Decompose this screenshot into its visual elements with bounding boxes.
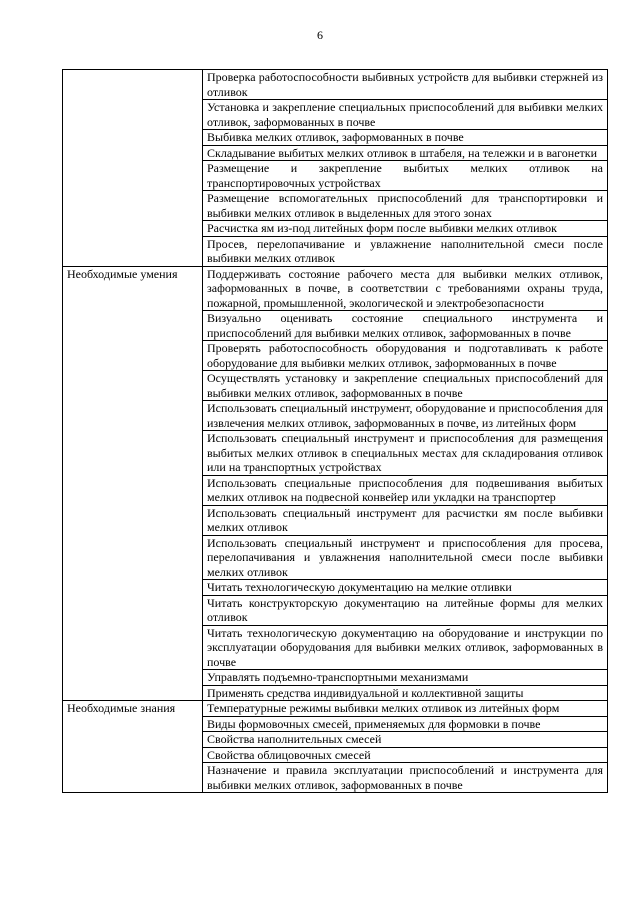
section-label: Необходимые знания — [63, 701, 203, 793]
table-cell-item: Свойства наполнительных смесей — [203, 732, 608, 748]
table-cell-item: Использовать специальные приспособления для подвешивания выбитых мелких отливок на подвесной конвейер или укладки на транспортер — [203, 475, 608, 505]
table-row — [63, 70, 608, 100]
page-number: 6 — [317, 28, 323, 42]
table-cell-item: Установка и закрепление специальных приспособлений для выбивки мелких отливок, заформованных в почве — [203, 100, 608, 130]
table-cell-item: Размещение и закрепление выбитых мелких отливок на транспортировочных устройствах — [203, 161, 608, 191]
requirements-table — [62, 69, 608, 793]
section-label — [63, 70, 203, 267]
table-cell-item: Размещение вспомогательных приспособлений для транспортировки и выбивки мелких отливок в выделенных для этого зонах — [203, 191, 608, 221]
table-cell-item: Осуществлять установку и закрепление специальных приспособлений для выбивки мелких отливок, заформованных в почве — [203, 371, 608, 401]
table-cell-item: Просев, перелопачивание и увлажнение наполнительной смеси после выбивки мелких отливок — [203, 236, 608, 266]
table-cell-item: Проверять работоспособность оборудования и подготавливать к работе оборудование для выбивки мелких отливок, заформованных в почве — [203, 341, 608, 371]
table-cell-item: Управлять подъемно-транспортными механизмами — [203, 670, 608, 686]
section-label: Необходимые умения — [63, 266, 203, 701]
table-cell-item: Назначение и правила эксплуатации приспособлений и инструмента для выбивки мелких отливок, заформованных в почве — [203, 763, 608, 793]
table-cell-item: Визуально оценивать состояние специального инструмента и приспособлений для выбивки мелких отливок, заформованных в почве — [203, 311, 608, 341]
table-cell-item: Использовать специальный инструмент, оборудование и приспособления для извлечения мелких отливок, заформованных в почве, из литейных форм — [203, 401, 608, 431]
table-cell-item: Температурные режимы выбивки мелких отливок из литейных форм — [203, 701, 608, 717]
table-cell-item: Применять средства индивидуальной и коллективной защиты — [203, 685, 608, 701]
table-cell-item: Выбивка мелких отливок, заформованных в почве — [203, 130, 608, 146]
table-cell-item: Читать технологическую документацию на оборудование и инструкции по эксплуатации оборудования для выбивки мелких отливок, заформованных в почве — [203, 625, 608, 670]
table-cell-item: Читать конструкторскую документацию на литейные формы для мелких отливок — [203, 595, 608, 625]
table-cell-item: Свойства облицовочных смесей — [203, 747, 608, 763]
table-cell-item: Использовать специальный инструмент для расчистки ям после выбивки мелких отливок — [203, 505, 608, 535]
table-cell-item: Поддерживать состояние рабочего места для выбивки мелких отливок, заформованных в почве, в соответствии с требованиями охраны труда, пожарной, промышленной, экологической и электробезопасности — [203, 266, 608, 311]
table-cell-item: Проверка работоспособности выбивных устройств для выбивки стержней из отливок — [203, 70, 608, 100]
table-cell-item: Расчистка ям из-под литейных форм после выбивки мелких отливок — [203, 221, 608, 237]
table-cell-item: Складывание выбитых мелких отливок в штабеля, на тележки и в вагонетки — [203, 145, 608, 161]
table-cell-item: Использовать специальный инструмент и приспособления для просева, перелопачивания и увлажнения наполнительной смеси после выбивки мелких отливок — [203, 535, 608, 580]
table-row — [63, 701, 608, 717]
table-cell-item: Виды формовочных смесей, применяемых для формовки в почве — [203, 716, 608, 732]
table-cell-item: Читать технологическую документацию на мелкие отливки — [203, 580, 608, 596]
table-row — [63, 266, 608, 311]
table-cell-item: Использовать специальный инструмент и приспособления для размещения выбитых мелких отливок в специальных местах для складирования отливок или на транспортных устройствах — [203, 431, 608, 476]
